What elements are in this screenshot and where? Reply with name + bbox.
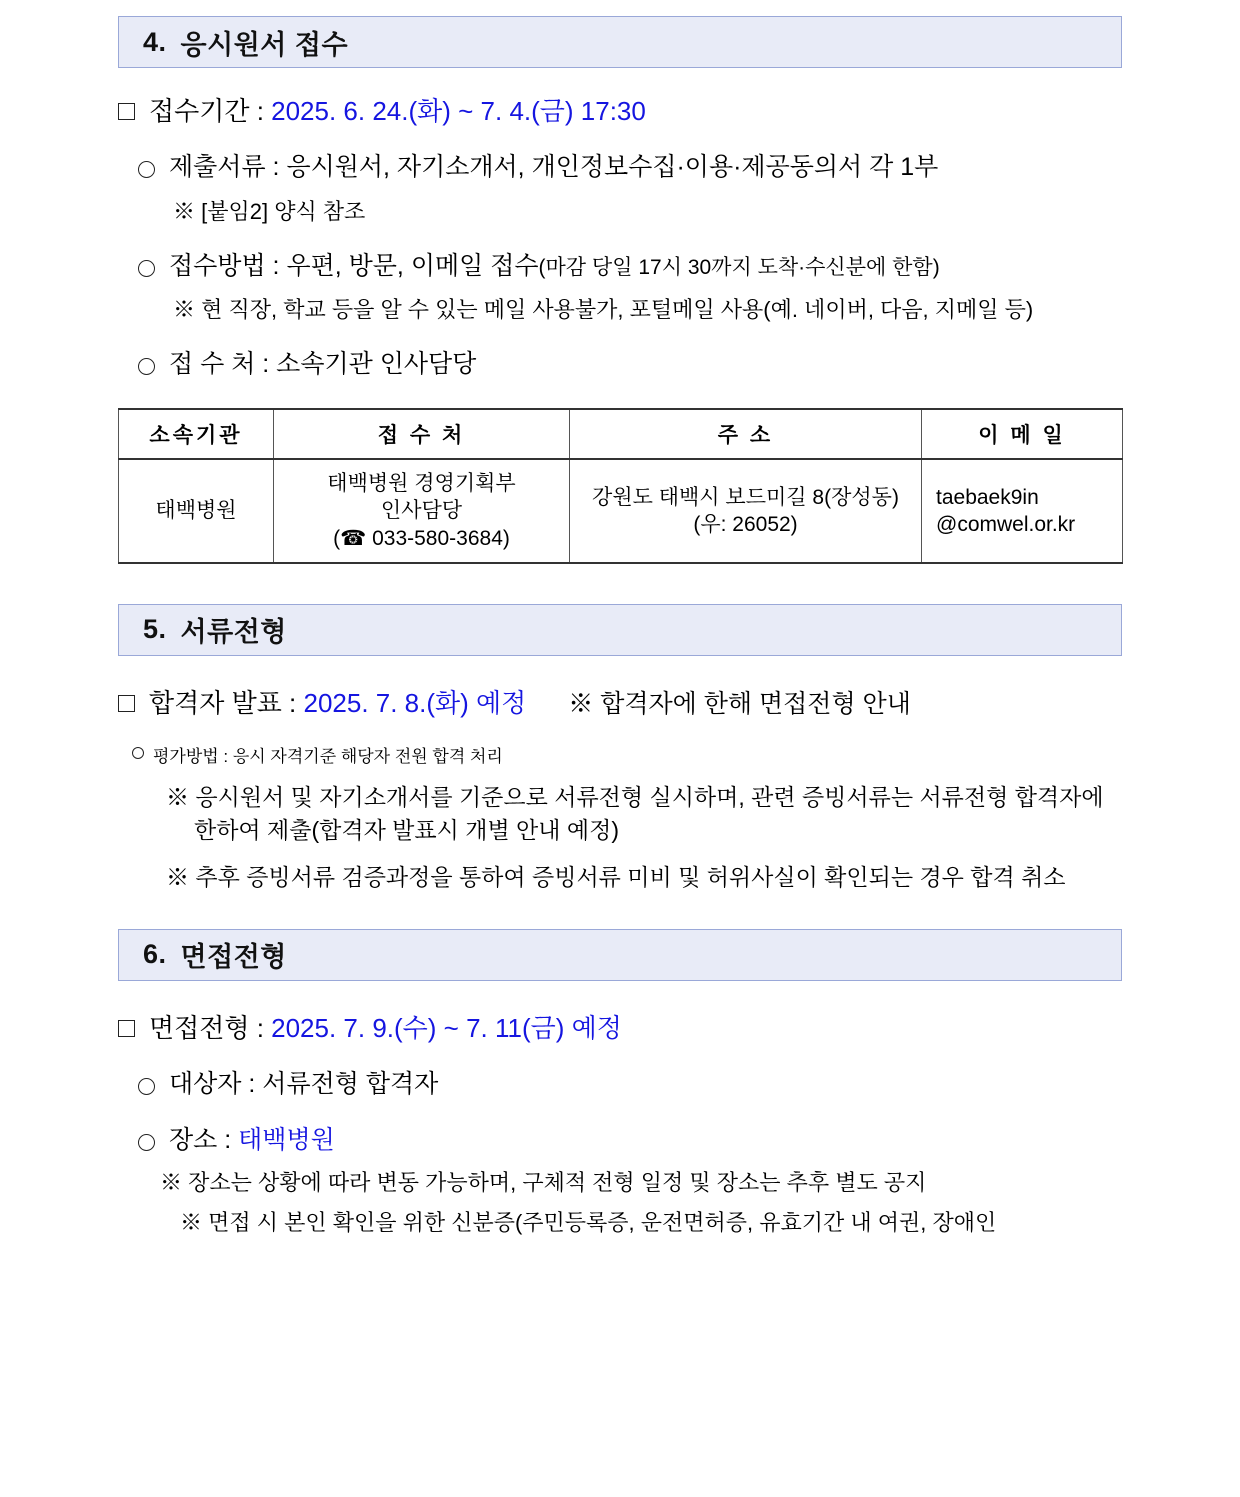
receipt-office-row	[138, 348, 1122, 382]
checkbox-icon	[118, 103, 135, 120]
section-4-body	[118, 94, 1122, 382]
section-title: 면접전형	[180, 942, 287, 973]
interview-period-value: 2025. 7. 9.(수) ~ 7. 11(금) 예정	[271, 1012, 622, 1043]
interview-note-2	[180, 1207, 1122, 1239]
interview-note-1-text: ※ 장소는 상황에 따라 변동 가능하며, 구체적 전형 일정 및 장소는 추후 별도 공지	[160, 1170, 927, 1196]
cell-org: 태백병원	[119, 459, 274, 563]
interview-place-row	[138, 1124, 1122, 1158]
interview-place-value: 태백병원	[238, 1125, 335, 1154]
interview-target-label: 대상자 : 서류전형 합격자	[169, 1069, 439, 1098]
evaluation-method-label: 평가방법 : 응시 자격기준 해당자 전원 합격 처리	[153, 746, 503, 766]
cell-address	[570, 459, 922, 563]
interview-place-text	[169, 1124, 335, 1158]
submitted-documents-label: 제출서류 : 응시원서, 자기소개서, 개인정보수집·이용·제공동의서 각 1부	[169, 153, 939, 182]
table-header-office: 접 수 처	[274, 409, 570, 459]
screening-note-2: ※ 추후 증빙서류 검증과정을 통하여 증빙서류 미비 및 허위사실이 확인되는 경우 합격 취소	[166, 864, 1066, 891]
checkbox-icon	[118, 1020, 135, 1037]
table-header-address: 주 소	[570, 409, 922, 459]
circle-bullet-icon	[138, 358, 155, 375]
section-header-6	[118, 929, 1122, 981]
section-title: 서류전형	[180, 617, 287, 648]
receipt-method-text	[169, 250, 940, 284]
receipt-method-label: 접수방법 : 우편, 방문, 이메일 접수	[169, 251, 539, 280]
section-title: 응시원서 접수	[180, 29, 349, 60]
receipt-method-paren: (마감 당일 17시 30까지 도착·수신분에 한함)	[538, 255, 940, 279]
section-header-4	[118, 16, 1122, 68]
submitted-documents-note: ※ [붙임2] 양식 참조	[173, 198, 366, 224]
announcement-label: 합격자 발표 :	[149, 687, 304, 718]
cell-email-line2: @comwel.or.kr	[936, 512, 1076, 536]
cell-email	[922, 459, 1123, 563]
document-page	[0, 16, 1240, 1497]
receipt-method-row	[138, 250, 1122, 284]
section-6-body	[118, 1011, 1122, 1239]
section-number: 4.	[143, 26, 167, 57]
section-5-body	[118, 686, 1122, 895]
cell-address-line1: 강원도 태백시 보드미길 8(장성동)	[592, 485, 899, 509]
announcement-note: ※ 합격자에 한해 면접전형 안내	[568, 689, 911, 718]
table-header-email: 이 메 일	[922, 409, 1123, 459]
section-number: 6.	[143, 939, 167, 970]
submitted-documents-row	[138, 151, 1122, 185]
cell-office-line2: 인사담당	[380, 499, 463, 523]
circle-bullet-icon	[138, 1134, 155, 1151]
table-header-org: 소속기관	[119, 409, 274, 459]
section-header-5	[118, 604, 1122, 656]
interview-place-label: 장소 :	[169, 1125, 239, 1154]
interview-period-row	[118, 1011, 1122, 1046]
announcement-row	[118, 686, 1122, 722]
circle-bullet-icon	[138, 260, 155, 277]
cell-email-line1: taebaek9in	[936, 485, 1039, 509]
receipt-office-label: 접 수 처 : 소속기관 인사담당	[169, 350, 477, 379]
receipt-method-note: ※ 현 직장, 학교 등을 알 수 있는 메일 사용불가, 포털메일 사용(예. 네이버, 다음, 지메일 등)	[173, 297, 1034, 323]
receipt-period-text	[149, 94, 646, 129]
interview-period-text	[149, 1011, 622, 1046]
table-header-row	[119, 409, 1123, 459]
evaluation-method-row	[132, 742, 1122, 767]
receipt-period-label: 접수기간 :	[149, 96, 272, 126]
announcement-text	[149, 686, 911, 722]
table-row	[119, 459, 1123, 563]
circle-bullet-icon	[132, 747, 144, 759]
interview-note-1	[160, 1167, 1122, 1199]
circle-bullet-icon	[138, 1078, 155, 1095]
receipt-office-table	[118, 408, 1123, 564]
announcement-value: 2025. 7. 8.(화) 예정	[303, 687, 527, 718]
circle-bullet-icon	[138, 161, 155, 178]
interview-target-row	[138, 1068, 1122, 1102]
section-number: 5.	[143, 614, 167, 645]
cell-office-line1: 태백병원 경영기획부	[327, 471, 516, 495]
receipt-period-value: 2025. 6. 24.(화) ~ 7. 4.(금) 17:30	[271, 96, 646, 126]
receipt-period-row	[118, 94, 1122, 129]
screening-note-1: ※ 응시원서 및 자기소개서를 기준으로 서류전형 실시하며, 관련 증빙서류는 서류전형 합격자에 한하여 제출(합격자 발표시 개별 안내 예정)	[166, 783, 1104, 844]
checkbox-icon	[118, 695, 135, 712]
cell-office	[274, 459, 570, 563]
interview-note-2-text: ※ 면접 시 본인 확인을 위한 신분증(주민등록증, 운전면허증, 유효기간 내 여권, 장애인	[180, 1210, 997, 1236]
cell-address-line2: (우: 26052)	[693, 512, 798, 536]
interview-period-label: 면접전형 :	[149, 1012, 272, 1043]
cell-office-line3: (☎ 033-580-3684)	[333, 526, 510, 550]
